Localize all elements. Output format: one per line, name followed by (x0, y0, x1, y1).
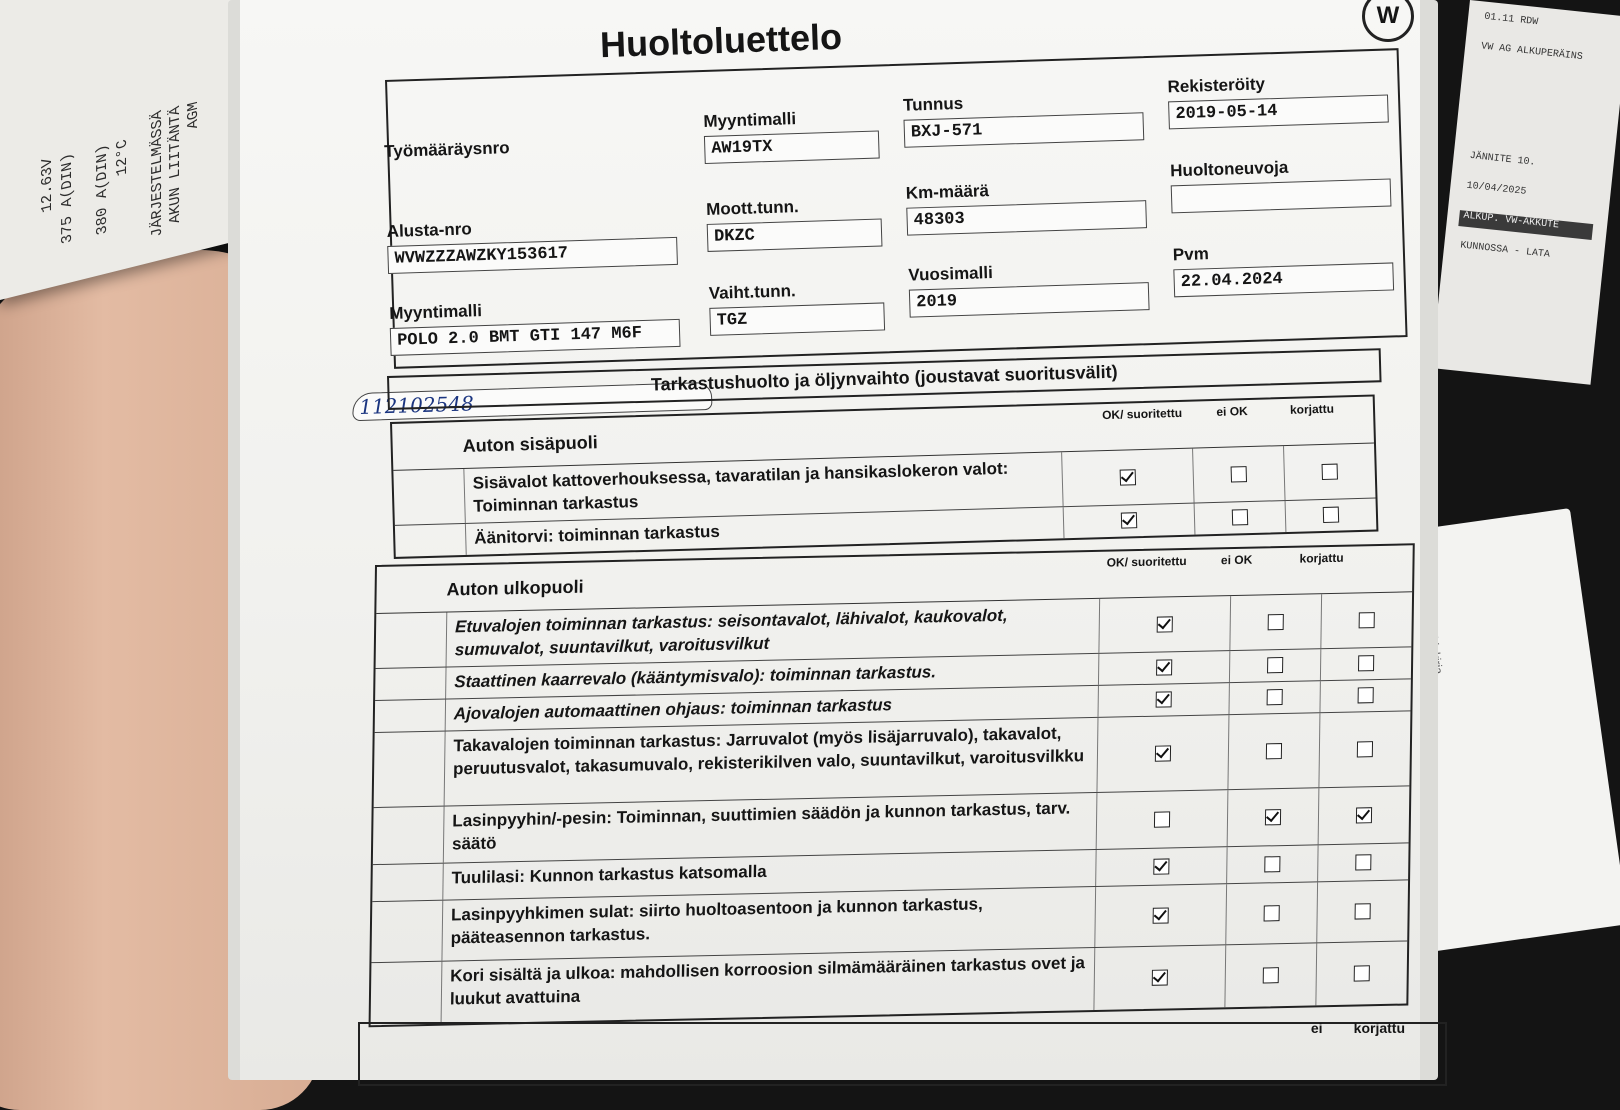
row-gutter (393, 469, 465, 525)
exterior-table (369, 543, 1415, 1027)
service-tool-field (1170, 154, 1392, 213)
row-gutter (374, 731, 446, 807)
col-not-ok-label: ei OK (1220, 552, 1253, 568)
cell-fixed (1316, 880, 1408, 942)
receipt-line: 12.63V (39, 156, 56, 215)
cell-ok (1096, 790, 1228, 849)
row-gutter (376, 612, 448, 667)
checkbox-fixed[interactable] (1358, 655, 1374, 671)
engine-code-value: DKZC (707, 218, 883, 251)
checkbox-ok[interactable] (1156, 660, 1172, 676)
checkbox-not-ok[interactable] (1266, 743, 1282, 759)
receipt-line: 01.11 RDW (1483, 11, 1539, 29)
cell-not-ok (1192, 446, 1284, 502)
cell-ok (1096, 715, 1228, 792)
date-value: 22.04.2024 (1173, 262, 1394, 297)
checkbox-fixed[interactable] (1356, 807, 1372, 823)
cell-not-ok (1227, 788, 1319, 846)
plate-label: Tunnus (902, 93, 964, 115)
cell-ok (1063, 503, 1195, 538)
col-ok-label: OK/ suoritettu (1106, 553, 1187, 570)
next-section-col-labels (1311, 1020, 1405, 1036)
chassis-field (386, 213, 677, 274)
gearbox-code-value: TGZ (709, 302, 885, 335)
receipt-line: 12°C (114, 137, 131, 178)
cell-ok (1098, 596, 1230, 653)
row-label: Tuulilasi: Kunnon tarkastus katsomalla (451, 861, 767, 888)
col-ok-label: OK/ suoritettu (1101, 405, 1183, 423)
cell-ok (1061, 449, 1193, 507)
checkbox-not-ok[interactable] (1232, 509, 1248, 525)
work-order-value: 112102548 (352, 382, 713, 421)
receipt-line: JÄNNITE 10. (1469, 150, 1536, 169)
cell-ok (1095, 847, 1226, 886)
receipt-line: 10/04/2025 (1465, 180, 1527, 198)
receipt-line: 375 A(DIN) (59, 151, 76, 246)
row-gutter (372, 863, 443, 901)
checkbox-ok[interactable] (1155, 745, 1171, 761)
service-form-paper (240, 0, 1420, 1080)
section-title: Tarkastushuolto ja öljynvaihto (joustavat suoritusvälit) (387, 348, 1382, 410)
row-label: Kori sisältä ja ulkoa: mahdollisen korroosion silmämääräinen tarkastus ovet ja luukut avattuina (449, 952, 1086, 1009)
row-label: Etuvalojen toiminnan tarkastus: seisontavalot, lähivalot, kaukovalot, sumuvalot, suuntavilkut, varoitusvilkut (454, 605, 1008, 660)
checkbox-ok[interactable] (1121, 513, 1137, 529)
checkbox-fixed[interactable] (1323, 507, 1339, 523)
checkbox-fixed[interactable] (1357, 741, 1373, 757)
service-form (270, 0, 1405, 1090)
checkbox-ok[interactable] (1120, 469, 1136, 485)
cell-ok (1093, 945, 1225, 1010)
row-gutter (375, 667, 446, 699)
cell-fixed (1315, 941, 1407, 1005)
checkbox-fixed[interactable] (1358, 687, 1374, 703)
checkbox-not-ok[interactable] (1231, 466, 1247, 482)
gearbox-code-field (709, 278, 886, 335)
date-label: Pvm (1172, 244, 1210, 265)
model-year-value: 2019 (909, 282, 1150, 318)
plate-value: BXJ-571 (904, 112, 1145, 148)
checkbox-ok[interactable] (1153, 858, 1169, 874)
checkbox-fixed[interactable] (1355, 903, 1371, 919)
row-label: Lasinpyyhkimen sulat: siirto huoltoasentoon ja kunnon tarkastus, pääteasennon tarkastus. (450, 894, 983, 948)
receipt-line: AGM (185, 99, 202, 131)
cell-fixed (1318, 711, 1410, 787)
sales-model-code-label: Myyntimalli (703, 109, 797, 132)
registered-field (1167, 71, 1389, 130)
checkbox-not-ok[interactable] (1264, 905, 1280, 921)
interior-heading: Auton sisäpuoli (462, 432, 598, 456)
checkbox-fixed[interactable] (1359, 612, 1375, 628)
cell-ok (1098, 683, 1229, 717)
checkbox-not-ok[interactable] (1267, 657, 1283, 673)
checkbox-fixed[interactable] (1354, 965, 1370, 981)
cell-not-ok (1229, 594, 1321, 650)
vw-logo-icon: W (1362, 0, 1414, 42)
checkbox-fixed[interactable] (1355, 854, 1371, 870)
cell-not-ok (1228, 681, 1319, 714)
service-tool-value (1171, 178, 1392, 213)
checkbox-not-ok[interactable] (1265, 809, 1281, 825)
receipt-line: JÄRJESTELMÄSSÄ (149, 108, 166, 239)
cell-ok (1098, 651, 1229, 685)
model-year-label: Vuosimalli (908, 263, 994, 285)
checkbox-not-ok[interactable] (1268, 614, 1284, 630)
registered-label: Rekisteröity (1167, 74, 1266, 97)
mileage-label: Km-määrä (905, 181, 990, 203)
interior-table (390, 394, 1378, 558)
cell-not-ok (1194, 501, 1286, 534)
checkbox-ok[interactable] (1157, 616, 1173, 632)
checkbox-ok[interactable] (1153, 907, 1169, 923)
chassis-label: Alusta-nro (386, 219, 473, 242)
sales-model-label: Myyntimalli (389, 301, 483, 323)
receipt-right (1431, 0, 1620, 385)
cell-not-ok (1226, 845, 1317, 883)
model-year-field (908, 258, 1150, 318)
row-label: Ajovalojen automaattinen ohjaus: toiminnan tarkastus (453, 695, 893, 724)
receipt-line: KUNNOSSA - LATA (1459, 240, 1551, 261)
engine-code-label: Moott.tunn. (705, 197, 799, 219)
row-gutter (371, 961, 443, 1025)
service-tool-label: Huoltoneuvoja (1169, 157, 1289, 181)
checkbox-ok[interactable] (1152, 969, 1168, 985)
plate-field (903, 88, 1145, 148)
mileage-value: 48303 (906, 200, 1147, 236)
mileage-field (906, 176, 1148, 236)
sales-model-code-value: AW19TX (704, 131, 880, 164)
checkbox-not-ok[interactable] (1267, 689, 1283, 705)
checkbox-fixed[interactable] (1322, 463, 1338, 479)
page-title: Huoltoluettelo (599, 15, 843, 66)
cell-fixed (1320, 647, 1411, 680)
col-not-ok-label: ei OK (1216, 404, 1248, 419)
row-gutter (371, 900, 443, 962)
cell-fixed (1318, 786, 1410, 844)
row-label: Sisävalot kattoverhouksessa, tavaratilan ja hansikaslokeron valot: Toiminnan tarkastus (472, 458, 1009, 516)
row-label: Staattinen kaarrevalo (kääntymisvalo): toiminnan tarkastus. (454, 662, 937, 692)
receipt-line: AKUN LIITÄNTÄ (167, 104, 184, 226)
next-col-fixed: korjattu (1353, 1020, 1405, 1036)
cell-fixed (1285, 498, 1377, 531)
next-col-not-ok: ei (1310, 1020, 1323, 1036)
cell-ok (1094, 884, 1226, 947)
sales-model-code-field (703, 107, 880, 164)
row-label: Takavalojen toiminnan tarkastus: Jarruvalot (myös lisäjarruvalo), takavalot, peruutusvalot, takasumuvalo, rekisterikilven valo, suuntavilkut, varoitusvilkku (452, 723, 1085, 779)
cell-fixed (1317, 843, 1408, 881)
checkbox-not-ok[interactable] (1263, 967, 1279, 983)
registered-value: 2019-05-14 (1168, 95, 1389, 130)
cell-fixed (1283, 444, 1375, 500)
receipt-band: ALKUP. VW-AKKUTE (1458, 210, 1593, 240)
checkbox-ok[interactable] (1154, 811, 1170, 827)
work-order-label: Työmääräysnro (383, 138, 510, 162)
sales-model-value: POLO 2.0 BMT GTI 147 M6F (390, 319, 681, 356)
exterior-heading: Auton ulkopuoli (446, 576, 584, 600)
row-gutter (395, 524, 467, 557)
row-label: Lasinpyyhin/-pesin: Toiminnan, suuttimien säädön ja kunnon tarkastus, tarv. säätö (451, 798, 1071, 854)
row-gutter (373, 806, 445, 864)
sales-model-field (389, 295, 680, 356)
row-label: Äänitorvi: toiminnan tarkastus (474, 521, 721, 548)
cell-fixed (1320, 592, 1412, 648)
checkbox-ok[interactable] (1156, 692, 1172, 708)
cell-not-ok (1229, 649, 1320, 682)
receipt-line: 380 A(DIN) (94, 142, 111, 237)
row-gutter (375, 699, 446, 731)
next-section-box (358, 1022, 1447, 1086)
gearbox-code-label: Vaiht.tunn. (708, 281, 797, 303)
col-fixed-label: korjattu (1289, 401, 1335, 417)
receipt-line: VW AG ALKUPERÄINS (1480, 41, 1584, 64)
cell-not-ok (1225, 882, 1317, 944)
checkbox-not-ok[interactable] (1264, 856, 1280, 872)
engine-code-field (706, 194, 883, 251)
cell-not-ok (1224, 943, 1316, 1007)
col-fixed-label: korjattu (1299, 550, 1344, 566)
chassis-value: WVWZZZAWZKY153617 (387, 237, 678, 274)
cell-not-ok (1227, 713, 1319, 789)
date-field (1173, 238, 1395, 297)
cell-fixed (1319, 679, 1410, 712)
